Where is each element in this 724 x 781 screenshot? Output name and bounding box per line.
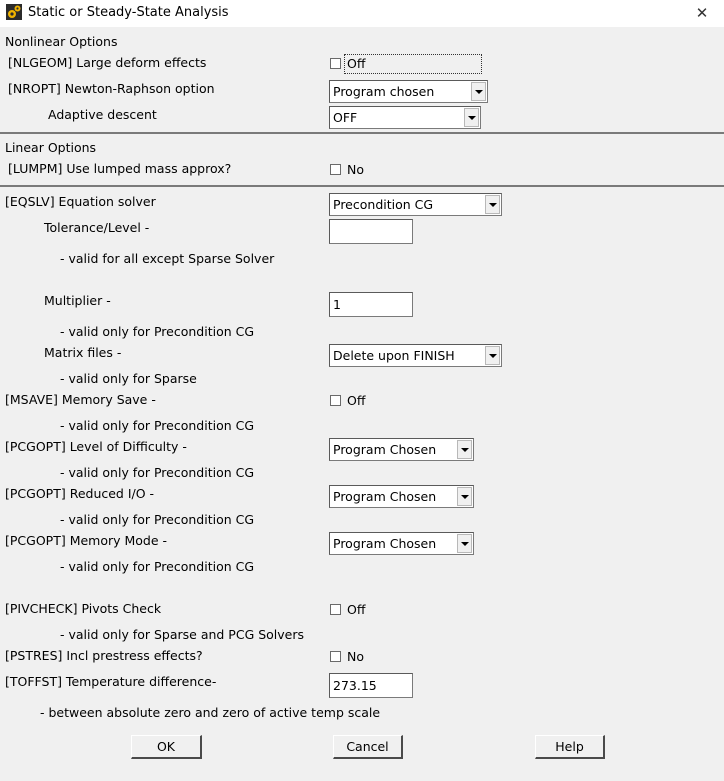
tolerance-input[interactable] — [329, 219, 413, 244]
nlgeom-checkbox[interactable] — [330, 58, 341, 69]
section-divider — [0, 185, 724, 187]
pcgopt-level-select[interactable] — [329, 438, 474, 461]
window-title: Static or Steady-State Analysis — [28, 5, 229, 20]
eqslv-label: [EQSLV] Equation solver — [5, 194, 156, 209]
matrix-files-select[interactable] — [329, 344, 502, 367]
pivcheck-value: Off — [347, 602, 366, 617]
title-bar — [0, 0, 724, 27]
pcgopt-io-label: [PCGOPT] Reduced I/O - — [5, 486, 155, 501]
pcgopt-io-select[interactable] — [329, 485, 474, 508]
pcgopt-io-note: - valid only for Precondition CG — [60, 512, 255, 527]
pcgopt-mem-note: - valid only for Precondition CG — [60, 559, 255, 574]
pstres-value: No — [347, 649, 364, 664]
section-divider — [0, 132, 724, 134]
pivcheck-label: [PIVCHECK] Pivots Check — [5, 601, 162, 616]
matrix-files-label: Matrix files - — [44, 345, 122, 360]
help-button[interactable]: Help — [535, 735, 605, 759]
msave-value: Off — [347, 393, 366, 408]
lumpm-checkbox[interactable] — [330, 164, 341, 175]
toffst-label: [TOFFST] Temperature difference- — [5, 674, 217, 689]
tolerance-note: - valid for all except Sparse Solver — [60, 251, 275, 266]
nropt-select[interactable] — [329, 80, 488, 103]
pcgopt-level-label: [PCGOPT] Level of Difficulty - — [5, 439, 187, 454]
ok-button[interactable]: OK — [131, 735, 202, 759]
pcgopt-io-value: Program Chosen — [333, 489, 437, 504]
cancel-button[interactable]: Cancel — [333, 735, 403, 759]
nropt-label: [NROPT] Newton-Raphson option — [8, 81, 215, 96]
chevron-down-icon[interactable] — [471, 82, 486, 101]
tolerance-label: Tolerance/Level - — [44, 220, 150, 235]
matrix-files-value: Delete upon FINISH — [333, 348, 455, 363]
pcgopt-mem-label: [PCGOPT] Memory Mode - — [5, 533, 168, 548]
multiplier-input[interactable] — [329, 292, 413, 317]
pcgopt-mem-select[interactable] — [329, 532, 474, 555]
adaptive-select[interactable] — [329, 106, 481, 129]
chevron-down-icon[interactable] — [457, 440, 472, 459]
msave-label: [MSAVE] Memory Save - — [5, 392, 156, 407]
pcgopt-level-note: - valid only for Precondition CG — [60, 465, 255, 480]
chevron-down-icon[interactable] — [464, 108, 479, 127]
msave-note: - valid only for Precondition CG — [60, 418, 255, 433]
pcgopt-mem-value: Program Chosen — [333, 536, 437, 551]
pcgopt-level-value: Program Chosen — [333, 442, 437, 457]
msave-checkbox[interactable] — [330, 395, 341, 406]
lumpm-value: No — [347, 162, 364, 177]
eqslv-select[interactable] — [329, 193, 502, 216]
pstres-label: [PSTRES] Incl prestress effects? — [5, 648, 203, 663]
toffst-input[interactable] — [329, 673, 413, 698]
app-gear-icon — [6, 4, 22, 20]
linear-heading: Linear Options — [5, 140, 97, 155]
multiplier-label: Multiplier - — [44, 293, 111, 308]
close-icon[interactable]: ✕ — [695, 4, 709, 22]
pivcheck-checkbox[interactable] — [330, 604, 341, 615]
nlgeom-value: Off — [347, 56, 366, 71]
nlgeom-label: [NLGEOM] Large deform effects — [8, 55, 207, 70]
adaptive-value: OFF — [333, 110, 358, 125]
multiplier-value: 1 — [333, 297, 341, 312]
toffst-value: 273.15 — [333, 678, 377, 693]
lumpm-label: [LUMPM] Use lumped mass approx? — [8, 161, 232, 176]
chevron-down-icon[interactable] — [457, 487, 472, 506]
toffst-note: - between absolute zero and zero of active temp scale — [40, 705, 381, 720]
pivcheck-note: - valid only for Sparse and PCG Solvers — [60, 627, 305, 642]
multiplier-note: - valid only for Precondition CG — [60, 324, 255, 339]
chevron-down-icon[interactable] — [457, 534, 472, 553]
pstres-checkbox[interactable] — [330, 651, 341, 662]
matrix-files-note: - valid only for Sparse — [60, 371, 197, 386]
chevron-down-icon[interactable] — [485, 195, 500, 214]
chevron-down-icon[interactable] — [485, 346, 500, 365]
eqslv-value: Precondition CG — [333, 197, 434, 212]
adaptive-label: Adaptive descent — [48, 107, 157, 122]
nonlinear-heading: Nonlinear Options — [5, 34, 118, 49]
nropt-value: Program chosen — [333, 84, 435, 99]
